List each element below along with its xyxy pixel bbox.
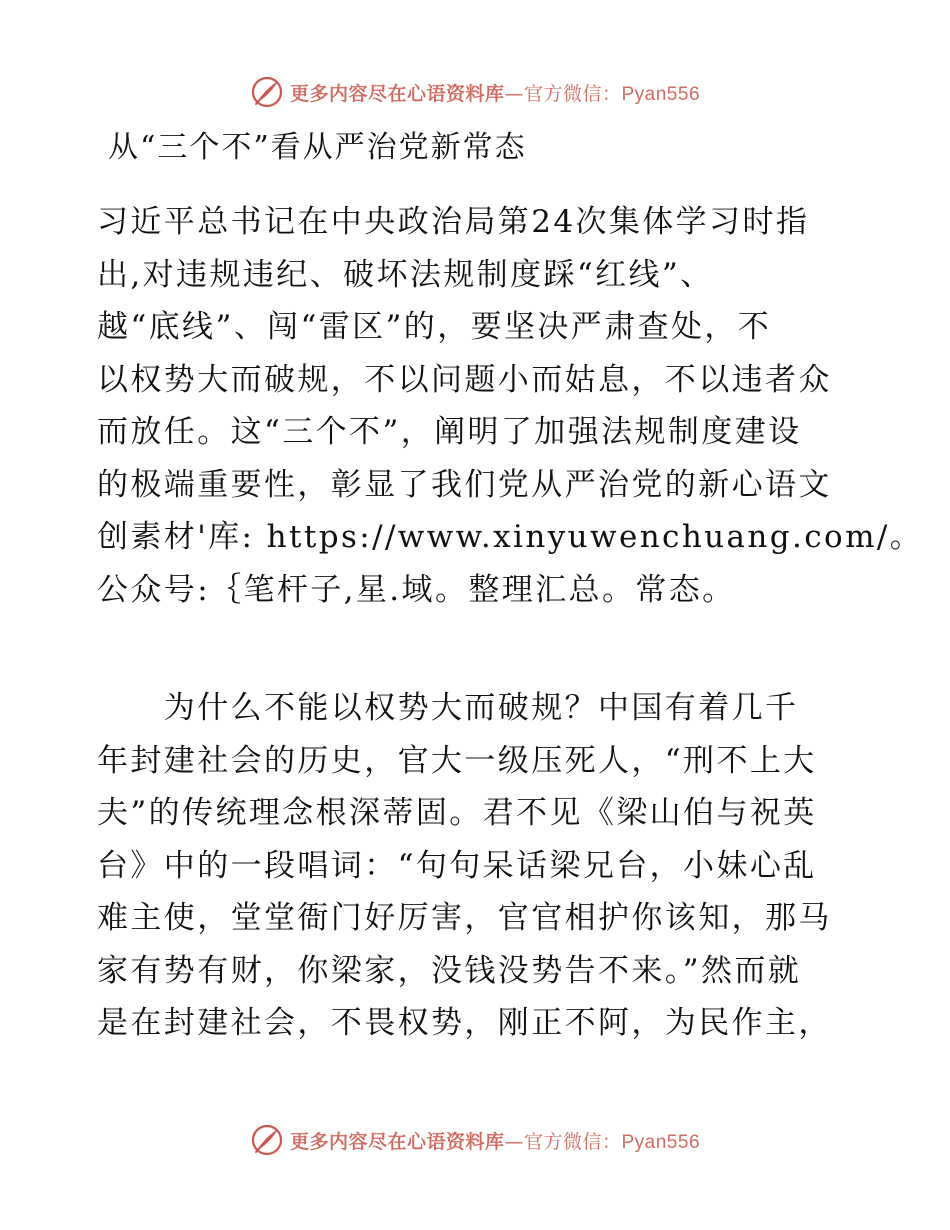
text-line: 夫”的传统理念根深蒂固。君不见《梁山伯与祝英 xyxy=(97,795,817,831)
text-line: 创素材'库: https://www.xinyuwenchuang.com/。 xyxy=(97,519,924,555)
header-banner-text xyxy=(290,79,700,106)
header-separator: — xyxy=(504,82,524,105)
paragraph-1 xyxy=(97,196,923,616)
footer-wechat-label: 官方微信： xyxy=(523,1130,622,1153)
text-line: 出,对违规违纪、破坏法规制度踩“红线”、 xyxy=(97,256,714,293)
footer-separator: — xyxy=(504,1130,524,1153)
footer-banner-text xyxy=(290,1127,700,1154)
header-brand: 更多内容尽在心语资料库 xyxy=(289,82,505,105)
header-wechat-id: Pyan556 xyxy=(621,83,701,105)
text-line: 家有势有财，你梁家，没钱没势告不来。”然而就 xyxy=(97,952,802,989)
footer-brand: 更多内容尽在心语资料库 xyxy=(289,1130,505,1153)
text-line: 为什么不能以权势大而破规？中国有着几千 xyxy=(97,690,799,726)
header-banner xyxy=(0,72,950,112)
text-line: 越“底线”、闯“雷区”的，要坚决严肃查处，不 xyxy=(97,309,772,345)
text-line: 习近平总书记在中央政治局第24次集体学习时指 xyxy=(97,204,810,240)
text-line: 难主使，堂堂衙门好厉害，官官相护你该知，那马 xyxy=(97,900,832,936)
text-line: 公众号:｛笔杆子,星.域。整理汇总。常态。 xyxy=(97,571,736,608)
text-line: 是在封建社会，不畏权势，刚正不阿，为民作主， xyxy=(97,1005,832,1041)
text-line: 以权势大而破规，不以问题小而姑息，不以违者众 xyxy=(97,361,832,398)
paragraph-2 xyxy=(97,682,832,1050)
footer-banner xyxy=(0,1120,950,1160)
quill-logo-icon xyxy=(250,75,284,109)
text-line: 台》中的一段唱词：“句句呆话梁兄台，小妹心乱 xyxy=(97,847,817,884)
text-line: 的极端重要性，彰显了我们党从严治党的新心语文 xyxy=(97,466,832,503)
text-line: 年封建社会的历史，官大一级压死人，“刑不上大 xyxy=(97,742,817,779)
text-line: 而放任。这“三个不”，阐明了加强法规制度建设 xyxy=(97,414,802,450)
footer-wechat-id: Pyan556 xyxy=(621,1131,701,1153)
quill-logo-icon xyxy=(250,1123,284,1157)
article-title: 从“三个不”看从严治党新常态 xyxy=(108,130,527,165)
header-wechat-label: 官方微信： xyxy=(523,82,622,105)
